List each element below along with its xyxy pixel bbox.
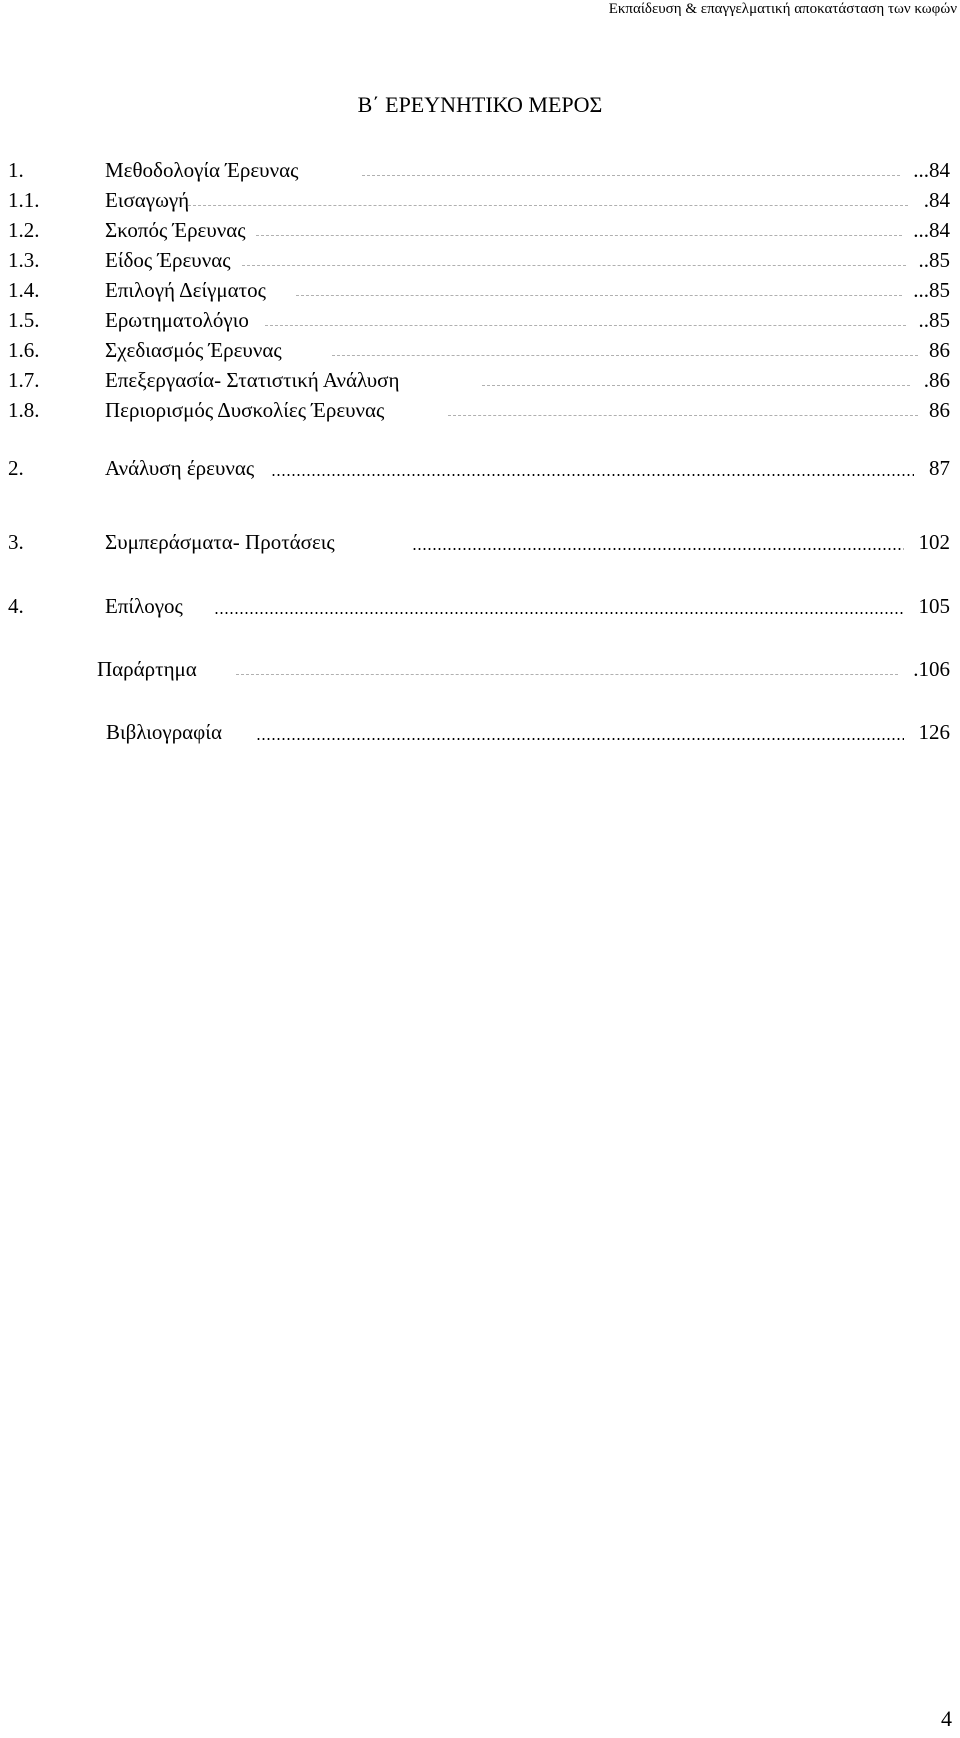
- running-header: Εκπαίδευση & επαγγελματική αποκατάσταση των κωφών: [608, 1, 957, 17]
- toc-title: Σχεδιασμός Έρευνας: [105, 338, 282, 362]
- toc-title: Είδος Έρευνας: [105, 248, 231, 272]
- toc-leader: [256, 217, 902, 236]
- page-number: 4: [941, 1706, 952, 1731]
- toc-title: Ανάλυση έρευνας: [105, 456, 255, 480]
- toc-entry-research-type[interactable]: [0, 247, 960, 274]
- toc-title: Επιλογή Δείγματος: [105, 278, 266, 302]
- toc-page: 86: [929, 338, 950, 362]
- toc-page: ...84: [913, 158, 950, 182]
- toc-number: 1.1.: [8, 188, 40, 212]
- toc-page: .86: [923, 368, 950, 392]
- toc-number: 3.: [8, 530, 24, 554]
- toc-page: .106: [913, 657, 950, 681]
- toc-title: Παράρτημα: [97, 657, 197, 681]
- toc-number: 1.3.: [8, 248, 40, 272]
- toc-leader: [236, 656, 898, 675]
- toc-leader: [362, 157, 900, 176]
- toc-entry-analysis[interactable]: [0, 455, 960, 482]
- toc-number: 1.: [8, 158, 24, 182]
- toc-number: 4.: [8, 594, 24, 618]
- toc-title: Επίλογος: [105, 594, 183, 618]
- toc-page: 86: [929, 398, 950, 422]
- toc-title: Περιορισμός Δυσκολίες Έρευνας: [105, 398, 385, 422]
- toc-number: 1.6.: [8, 338, 40, 362]
- toc-number: 1.2.: [8, 218, 40, 242]
- toc-entry-questionnaire[interactable]: [0, 307, 960, 334]
- toc-entry-statistical-analysis[interactable]: [0, 367, 960, 394]
- toc-entry-limitations[interactable]: [0, 397, 960, 424]
- section-title: Β΄ ΕΡΕΥΝΗΤΙΚΟ ΜΕΡΟΣ: [357, 92, 603, 117]
- toc-leader: [296, 277, 902, 296]
- toc-number: 2.: [8, 456, 24, 480]
- toc-page: ...85: [913, 278, 950, 302]
- toc-leader: [448, 397, 918, 416]
- toc-title: Επεξεργασία- Στατιστική Ανάλυση: [105, 368, 400, 392]
- toc-leader: [412, 529, 904, 556]
- toc-entry-methodology[interactable]: [0, 157, 960, 184]
- toc-page: 102: [918, 530, 950, 554]
- toc-number: 1.8.: [8, 398, 40, 422]
- toc-page: 105: [918, 594, 950, 618]
- toc-leader: [265, 307, 906, 326]
- toc-page: ..85: [918, 248, 950, 272]
- toc-title: Ερωτηματολόγιο: [105, 308, 249, 332]
- toc-entry-conclusions[interactable]: [0, 529, 960, 556]
- toc-leader: [188, 187, 908, 206]
- toc-page: ...84: [913, 218, 950, 242]
- toc-page: 126: [918, 720, 950, 744]
- toc-leader: [482, 367, 910, 386]
- toc-title: Συμπεράσματα- Προτάσεις: [105, 530, 335, 554]
- toc-title: Μεθοδολογία Έρευνας: [105, 158, 299, 182]
- toc-page: .84: [923, 188, 950, 212]
- toc-title: Εισαγωγή: [105, 188, 190, 212]
- toc-leader: [242, 247, 906, 266]
- toc-entry-research-design[interactable]: [0, 337, 960, 364]
- toc-leader: [271, 455, 914, 482]
- toc-page: ..85: [918, 308, 950, 332]
- toc-title: Βιβλιογραφία: [106, 720, 222, 744]
- toc-entry-epilogue[interactable]: [0, 593, 960, 620]
- toc-leader: [214, 593, 904, 620]
- toc-page: 87: [929, 456, 950, 480]
- toc-title: Σκοπός Έρευνας: [105, 218, 246, 242]
- toc-entry-research-aim[interactable]: [0, 217, 960, 244]
- toc-entry-bibliography[interactable]: [0, 719, 960, 746]
- toc-number: 1.7.: [8, 368, 40, 392]
- toc-entry-appendix[interactable]: [0, 656, 960, 683]
- toc-entry-introduction[interactable]: [0, 187, 960, 214]
- toc-leader: [332, 337, 918, 356]
- toc-number: 1.5.: [8, 308, 40, 332]
- toc-entry-sample-selection[interactable]: [0, 277, 960, 304]
- toc-leader: [256, 719, 904, 746]
- toc-number: 1.4.: [8, 278, 40, 302]
